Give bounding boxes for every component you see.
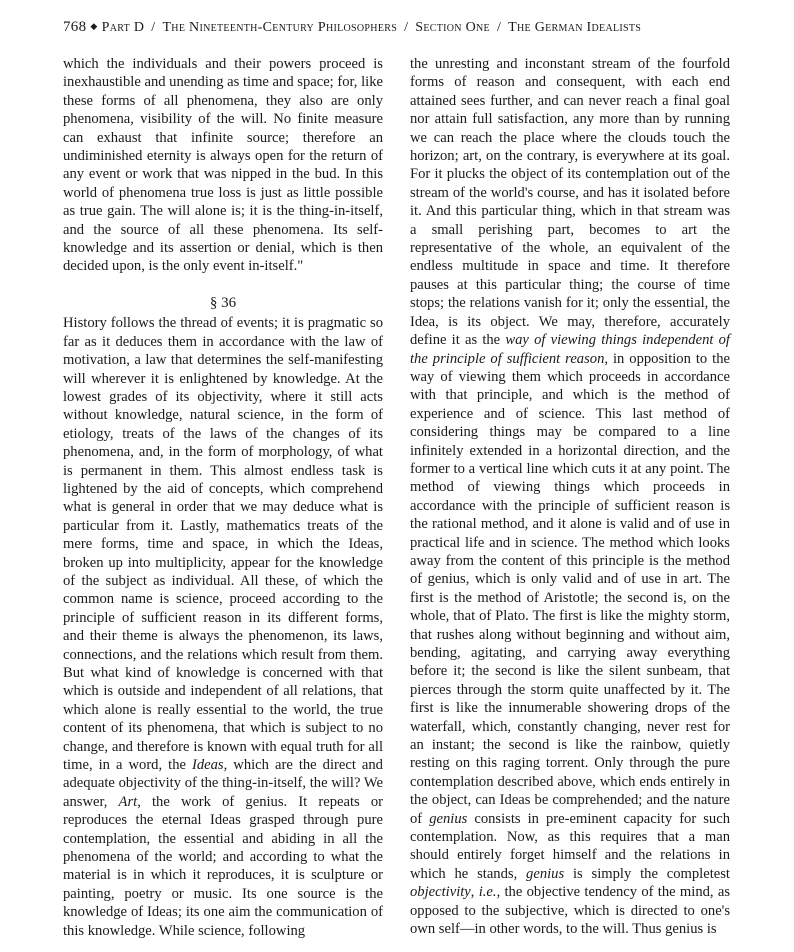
- diamond-marker-icon: ◆: [90, 21, 98, 31]
- emphasis-genius: genius: [429, 810, 468, 827]
- emphasis-genius: genius: [526, 865, 565, 882]
- paragraph-continued: [410, 55, 730, 939]
- text-run: History follows the thread of events; it is pragmatic so far as it deduces them in accordance with the law of motivation, a law that determines the self-manifesting will wherever it is enlightened by knowledge. At the lowest grades of its objectivity, where it still acts without knowledge, natural science, in the form of etiology, treats of the laws of the changes of its phenomena, and, in the form of morphology, of what is permanent in them. This almost endless task is lightened by the aid of concepts, which comprehend what is general in order that we may deduce what is particular from it. Lastly, mathematics treats of the mere forms, time and space, in which the Ideas, broken up into multiplicity, appear for the knowledge of the subject as individual. All these, of which the common name is science, proceed according to the principle of sufficient reason in its different forms, and their theme is always the phenomenon, its laws, connections, and the relations which result from them. But what kind of knowledge is concerned with that which is outside and independent of all relations, that which alone is really essential to the world, the true content of its phenomena, that which is subject to no change, and therefore is known with equal truth for all time, in a word, the: [63, 315, 383, 774]
- section-heading: § 36: [209, 294, 237, 311]
- text-run: the unresting and inconstant stream of the fourfold forms of reason and consequent, with each end attained sees further, and can never reach a final goal nor attain full satisfaction, any more than by running we can reach the place where the clouds touch the horizon; art, on the contrary, is everywhere at its goal. For it plucks the object of its contemplation out of the stream of the world's course, and has it isolated before it. And this particular thing, which in that stream was a small perishing part, becomes to art the representative of the whole, an equivalent of the endless multitude in space and time. It therefore pauses at this particular thing; the course of time stops; the relations vanish for it; only the essential, the Idea, is its object. We may, therefore, accurately define it as the: [410, 56, 730, 349]
- text-run: , the objective tendency of the mind, as opposed to the subjective, which is directed to one's own self—in other words, to the will. Thus genius is: [410, 884, 731, 938]
- text-run: , which are the direct and adequate objectivity of the thing-in-itself, the will? We answer,: [63, 757, 383, 810]
- text-run: is simply the completest: [564, 865, 730, 882]
- emphasis-ie: i.e.: [478, 884, 497, 901]
- page-number: 768: [63, 19, 87, 35]
- emphasis-ideas: Ideas: [192, 757, 224, 774]
- volume-title: The Nineteenth-Century Philosophers: [162, 20, 398, 35]
- text-run: , in opposition to the way of viewing them which proceeds in accordance with that principle, and which is the method of experience and of science. This last method of considering things may be compared to a line infinitely extended in a horizontal direction, and the former to a vertical line which cuts it at any point. The method of viewing things which proceeds in accordance with the principle of sufficient reason is the rational method, and it alone is valid and of use in practical life and in science. The method which looks away from the content of this principle is the method of genius, which is only valid and of use in art. The first is the method of Aristotle; the second is, on the whole, that of Plato. The first is like the mighty storm, that rushes along without beginning and without aim, bending, agitating, and carrying away everything before it; the second is like the silent sunbeam, that pierces through the storm quite unaffected by it. The first is like the innumerable showering drops of the waterfall, which, constantly changing, never rest for an instant; the second is like the rainbow, quietly resting on this raging torrent. Only through the pure contemplation described above, which ends entirely in the object, can Ideas be comprehended; and the nature of: [410, 350, 730, 827]
- text-run: , the work of genius. It repeats or reproduces the eternal Ideas grasped through pure contemplation, the essential and abiding in all the phenomena of the world; and according to what the material is in which it reproduces, it is sculpture or painting, poetry or music. Its one source is the knowledge of Ideas; its one aim the communication of this knowledge. While science, following: [63, 793, 383, 939]
- chapter-title: The German Idealists: [508, 20, 642, 35]
- emphasis-objectivity: objectivity: [410, 884, 471, 901]
- right-column: [410, 55, 730, 939]
- separator: /: [496, 20, 502, 35]
- running-head: [63, 17, 743, 37]
- separator: /: [151, 20, 156, 35]
- emphasis-art: Art: [118, 793, 138, 810]
- paragraph-section-36: [63, 314, 383, 940]
- emphasis-way-of-viewing: way of viewing things independent of the principle of sufficient reason: [410, 332, 730, 367]
- text-run: consists in pre-eminent capacity for such contemplation. Now, as this requires that a man should entirely forget himself and the relations in which he stands,: [410, 810, 730, 882]
- left-column: [63, 55, 383, 940]
- part-label: Part D: [101, 20, 145, 35]
- text-run: ,: [470, 884, 479, 901]
- section-label: Section One: [415, 20, 490, 35]
- paragraph-quote-end: which the individuals and their powers proceed is inexhaustible and unending as time and space; for, like these forms of all phenomena, they also are only phenomena, visibility of the will. No finite measure can exhaust that infinite source; therefore an undiminished eternity is always open for the return of any event or work that was nipped in the bud. In this world of phenomena true loss is just as little possible as true gain. The will alone is; it is the thing-in-itself, and the source of all these phenomena. Its self-knowledge and its assertion or denial, which is then decided upon, is the only event in-itself.": [63, 56, 383, 275]
- separator: /: [404, 20, 409, 35]
